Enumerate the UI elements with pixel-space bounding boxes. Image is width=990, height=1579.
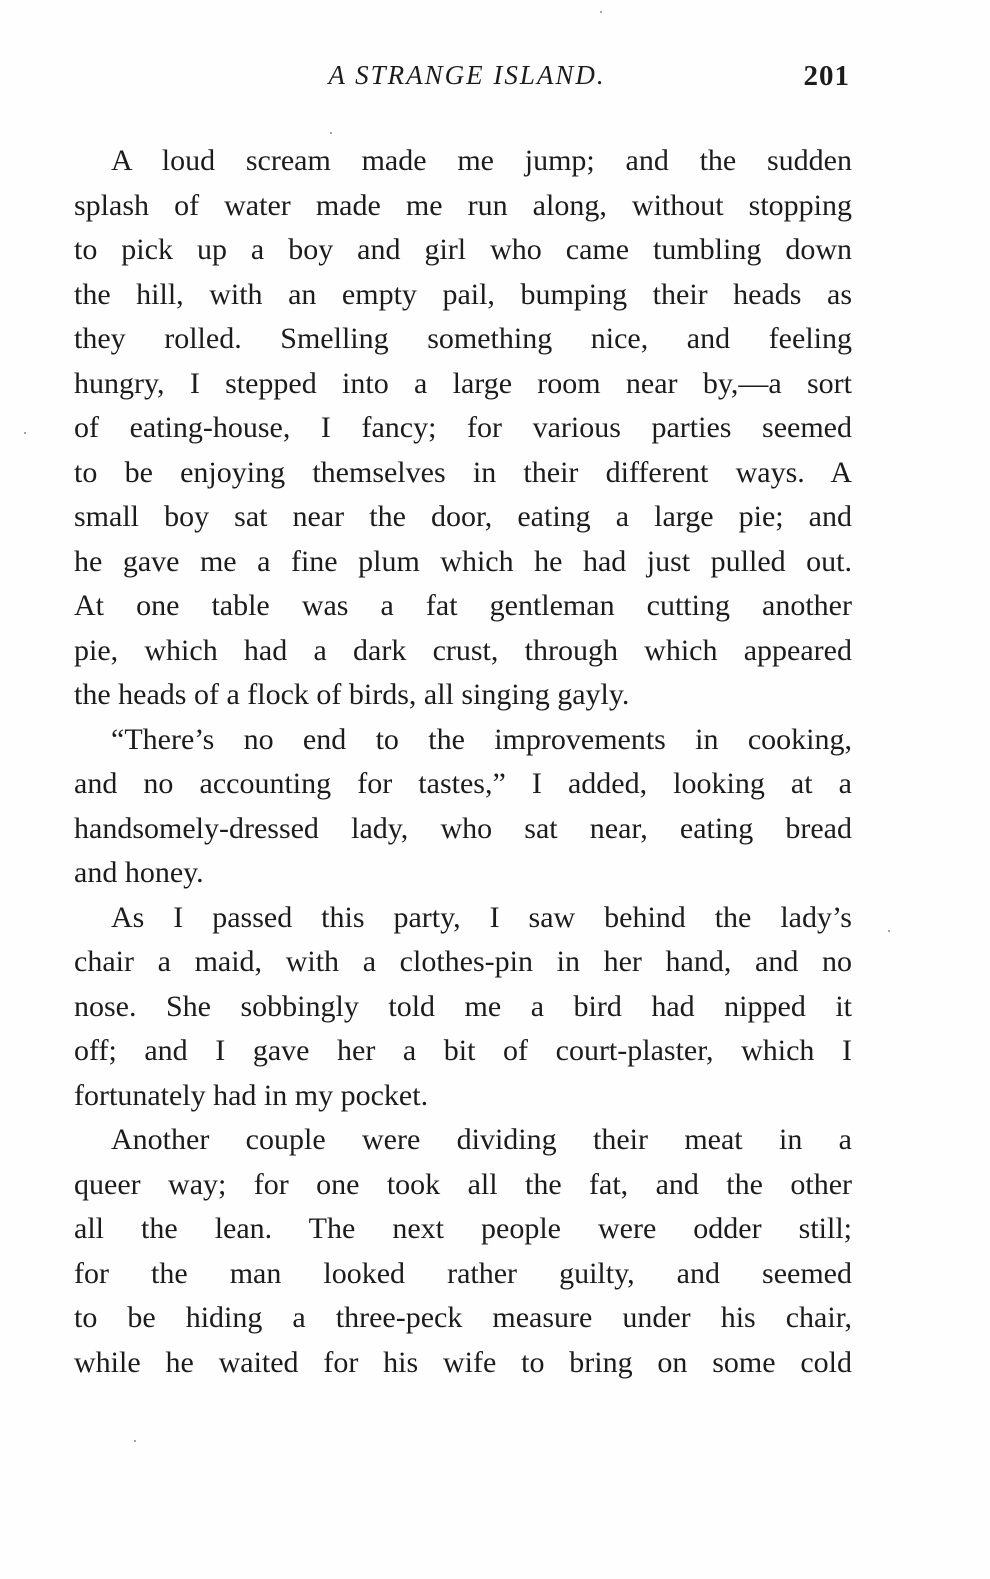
text-line: to be hiding a three-peck measure under his chair,	[74, 1301, 852, 1334]
scan-speck	[600, 11, 602, 13]
text-line: the hill, with an empty pail, bumping their heads as	[74, 277, 852, 311]
text-line: splash of water made me run along, without stopping	[74, 188, 852, 222]
text-line: while he waited for his wife to bring on some cold	[74, 1345, 852, 1379]
text-line: for the man looked rather guilty, and seemed	[74, 1256, 852, 1290]
scan-speck	[24, 432, 26, 434]
text-line: fortunately had in my pocket.	[74, 1078, 429, 1112]
text-line: pie, which had a dark crust, through which appeared	[74, 633, 852, 667]
text-line: chair a maid, with a clothes-pin in her hand, and no	[74, 945, 852, 978]
text-line: At one table was a fat gentleman cutting another	[74, 589, 852, 622]
paragraph-1	[74, 139, 852, 718]
text-line: small boy sat near the door, eating a large pie; and	[74, 500, 852, 533]
text-line: nose. She sobbingly told me a bird had nipped it	[74, 989, 852, 1023]
text-line: to pick up a boy and girl who came tumbling down	[74, 233, 852, 266]
page-number: 201	[803, 60, 850, 92]
text-line: “There’s no end to the improvements in cooking,	[111, 722, 852, 756]
text-line: all the lean. The next people were odder still;	[74, 1212, 852, 1245]
running-title: A STRANGE ISLAND.	[328, 60, 606, 90]
text-line: As I passed this party, I saw behind the lady’s	[111, 900, 852, 934]
text-line: to be enjoying themselves in their different ways. A	[74, 455, 852, 489]
text-line: and no accounting for tastes,” I added, looking at a	[74, 767, 852, 800]
page-header	[76, 60, 850, 100]
paragraph-3	[74, 896, 852, 1119]
text-line: and honey.	[74, 856, 204, 889]
paragraph-2	[74, 718, 852, 896]
text-line: queer way; for one took all the fat, and the other	[74, 1167, 852, 1201]
text-line: Another couple were dividing their meat in a	[111, 1123, 852, 1156]
text-line: the heads of a flock of birds, all singing gayly.	[74, 678, 630, 711]
scan-speck	[888, 930, 890, 932]
text-line: A loud scream made me jump; and the sudden	[111, 144, 852, 177]
body-text	[74, 139, 852, 1385]
text-line: hungry, I stepped into a large room near by,—a sort	[74, 366, 852, 400]
text-line: of eating-house, I fancy; for various parties seemed	[74, 411, 852, 444]
text-line: he gave me a fine plum which he had just pulled out.	[74, 544, 852, 578]
text-line: handsomely-dressed lady, who sat near, eating bread	[74, 811, 852, 845]
scan-speck	[330, 132, 332, 134]
scan-speck	[134, 1440, 136, 1442]
text-line: off; and I gave her a bit of court-plaster, which I	[74, 1034, 852, 1067]
text-line: they rolled. Smelling something nice, and feeling	[74, 322, 852, 355]
paragraph-4	[74, 1118, 852, 1385]
